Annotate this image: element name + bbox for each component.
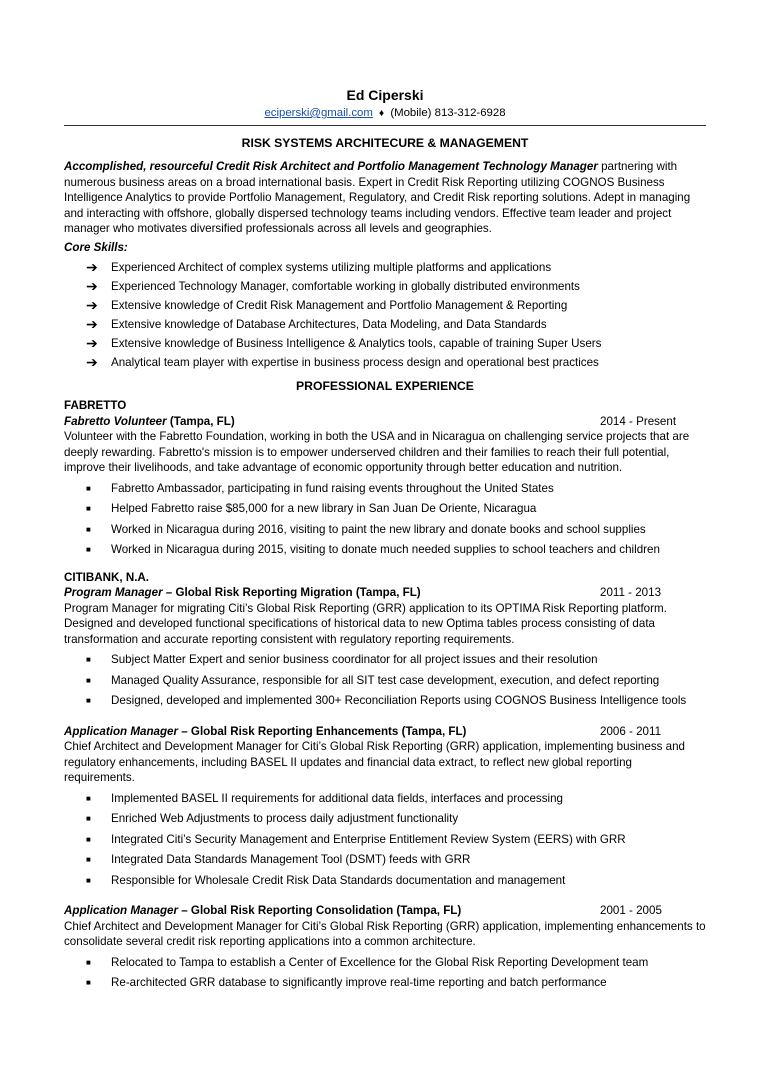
resume-page <box>64 86 706 994</box>
bullet-list <box>86 953 706 994</box>
arrow-icon: ➔ <box>86 278 98 294</box>
square-bullet-icon: ■ <box>86 855 91 864</box>
square-bullet-icon: ■ <box>86 675 91 685</box>
list-item: ■ Worked in Nicaragua during 2015, visiting to donate much needed supplies to school teachers and children <box>86 540 706 561</box>
square-bullet-icon: ■ <box>86 978 91 987</box>
company-name: CITIBANK, N.A. <box>64 570 150 584</box>
phone-number: (Mobile) 813-312-6928 <box>390 107 506 119</box>
role-line <box>64 585 706 601</box>
role-dates: 2011 - 2013 <box>600 586 662 599</box>
diamond-separator: ♦ <box>379 108 385 119</box>
role-title: Program Manager – Global Risk Reporting Migration (Tampa, FL) <box>64 586 421 599</box>
arrow-icon: ➔ <box>86 316 98 332</box>
square-bullet-icon: ■ <box>86 524 91 534</box>
arrow-icon: ➔ <box>86 335 98 351</box>
role-title: Fabretto Volunteer (Tampa, FL) <box>64 414 235 428</box>
list-item: ■ Re-architected GRR database to significantly improve real-time reporting and batch performance <box>86 973 706 994</box>
arrow-icon: ➔ <box>86 354 98 370</box>
list-item: ■ Helped Fabretto raise $85,000 for a new library in San Juan De Oriente, Nicaragua <box>86 499 706 520</box>
email-link[interactable]: eciperski@gmail.com <box>264 107 373 119</box>
bullet-list <box>86 650 706 712</box>
candidate-name: Ed Ciperski <box>346 87 424 103</box>
company-name: FABRETTO <box>64 399 127 412</box>
summary-body: partnering with numerous business areas on a broad international basis. Expert in Credit Risk Reporting utilizing COGNOS Business Intelligence Analytics to provide Portfolio Management, Regulatory, and Credit Risk reporting solutions. Adept in managing and interacting with offshore, globally dispersed technology teams including vendors. Effective team leader and project manager who motivates diversified professionals across all levels and geographies. <box>64 160 691 235</box>
bullet-list <box>86 479 706 561</box>
role-description: Chief Architect and Development Manager for Citi’s Global Risk Reporting (GRR) application, implementing business and regulatory enhancements, including BASEL II updates and financial data extract, to reflect new global reporting requirements. <box>64 740 685 784</box>
square-bullet-icon: ■ <box>86 793 91 803</box>
role-line <box>64 903 706 919</box>
arrow-icon: ➔ <box>86 259 98 275</box>
list-item: ■ Fabretto Ambassador, participating in fund raising events throughout the United States <box>86 479 706 500</box>
list-item: ■ Integrated Citi’s Security Management and Enterprise Entitlement Review System (EERS) with GRR <box>86 830 706 851</box>
square-bullet-icon: ■ <box>86 696 91 705</box>
list-item: ■ Designed, developed and implemented 300+ Reconciliation Reports using COGNOS Business Intelligence tools <box>86 691 706 712</box>
list-item: ■ Implemented BASEL II requirements for additional data fields, interfaces and processing <box>86 789 706 810</box>
list-item: ➔ Extensive knowledge of Credit Risk Management and Portfolio Management & Reporting <box>86 297 568 313</box>
role-title: Application Manager – Global Risk Reporting Consolidation (Tampa, FL) <box>64 904 462 917</box>
arrow-icon: ➔ <box>86 297 98 313</box>
header-divider <box>64 125 706 126</box>
square-bullet-icon: ■ <box>86 875 91 885</box>
role-description: Volunteer with the Fabretto Foundation, working in both the USA and in Nicaragua on challenging service projects that are deeply rewarding. Fabretto's mission is to empower underserved children and their families to reach their full potential, improve their livelihoods, and take advantage of economic opportunity through better education and nutrition. <box>64 430 690 474</box>
square-bullet-icon: ■ <box>86 834 91 844</box>
list-item: ■ Relocated to Tampa to establish a Center of Excellence for the Global Risk Reporting Development team <box>86 953 706 974</box>
role-description: Program Manager for migrating Citi’s Global Risk Reporting (GRR) application to its OPTIMA Risk Reporting platform. Designed and developed functional specifications of historical data to new Optima tables process consisting of data transformation and accurate reporting consistent with regulatory reporting requirements. <box>64 601 667 646</box>
list-item: ➔ Experienced Architect of complex systems utilizing multiple platforms and applications <box>86 259 552 275</box>
summary-lead: Accomplished, resourceful Credit Risk Architect and Portfolio Management Technology Manager <box>64 160 598 173</box>
role-title: Application Manager – Global Risk Reporting Enhancements (Tampa, FL) <box>64 724 467 738</box>
square-bullet-icon: ■ <box>86 814 91 823</box>
square-bullet-icon: ■ <box>86 483 91 493</box>
role-line <box>64 414 706 430</box>
core-skills-label: Core Skills: <box>64 240 128 254</box>
square-bullet-icon: ■ <box>86 545 91 554</box>
role-dates: 2006 - 2011 <box>600 724 662 738</box>
list-item: ➔ Experienced Technology Manager, comfortable working in globally distributed environments <box>86 278 580 294</box>
list-item: ➔ Extensive knowledge of Database Architectures, Data Modeling, and Data Standards <box>86 316 547 332</box>
square-bullet-icon: ■ <box>86 655 91 664</box>
experience-heading: PROFESSIONAL EXPERIENCE <box>296 379 474 393</box>
summary-heading: RISK SYSTEMS ARCHITECURE & MANAGEMENT <box>241 136 529 150</box>
list-item: ■ Worked in Nicaragua during 2016, visiting to paint the new library and donate books and school supplies <box>86 520 706 541</box>
list-item: ■ Responsible for Wholesale Credit Risk Data Standards documentation and management <box>86 871 706 892</box>
bullet-list <box>86 789 706 892</box>
square-bullet-icon: ■ <box>86 957 91 967</box>
contact-line <box>64 105 706 122</box>
square-bullet-icon: ■ <box>86 504 91 513</box>
role-description: Chief Architect and Development Manager for Citi’s Global Risk Reporting (GRR) application, implementing enhancements to consolidate several credit risk reporting applications into a common architecture. <box>64 919 706 948</box>
list-item: ➔ Extensive knowledge of Business Intelligence & Analytics tools, capable of training Super Users <box>86 335 602 351</box>
role-dates: 2001 - 2005 <box>600 904 662 917</box>
list-item: ■ Managed Quality Assurance, responsible for all SIT test case development, execution, and defect reporting <box>86 671 706 692</box>
list-item: ■ Integrated Data Standards Management Tool (DSMT) feeds with GRR <box>86 850 706 871</box>
role-dates: 2014 - Present <box>600 414 677 428</box>
list-item: ■ Subject Matter Expert and senior business coordinator for all project issues and their resolution <box>86 650 706 671</box>
role-line <box>64 724 706 740</box>
list-item: ➔ Analytical team player with expertise in business process design and operational best practices <box>86 354 599 370</box>
core-skills-list <box>86 258 706 372</box>
list-item: ■ Enriched Web Adjustments to process daily adjustment functionality <box>86 809 706 830</box>
summary-paragraph <box>64 159 706 237</box>
